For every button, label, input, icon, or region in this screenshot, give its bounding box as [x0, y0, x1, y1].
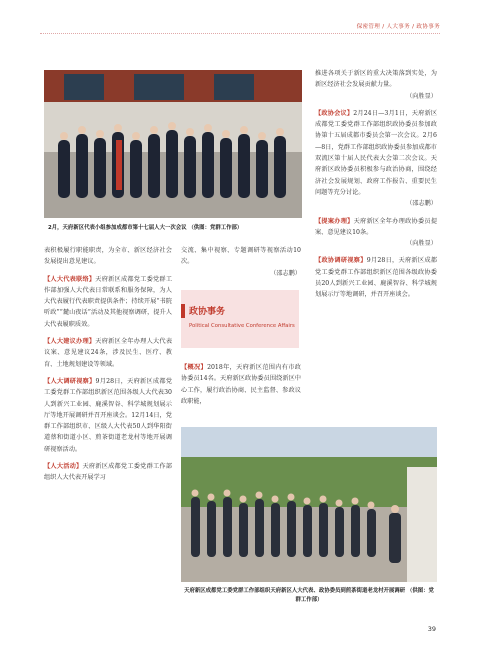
- bottom-photo: [181, 427, 437, 582]
- running-header: 保密管理 / 人大事务 / 政协事务: [356, 24, 440, 30]
- column-middle-bottom: [181, 362, 301, 413]
- column-left: [44, 245, 172, 490]
- group-photo-image: [44, 70, 302, 218]
- section-heading-box: [181, 290, 299, 348]
- col3-paragraph-1: 【政协会议】2月24日—3月1日，天府新区成都党工委党群工作部组织政协委员参加政协第十五届成都市委员会第一次会议。2月6—8日，党群工作部组织政协委员参加成都市双流区第十届人民代表大会第二次会议。天府新区政协委员积极参与政治协商，围绕经济社会发展规划、政府工作报告、重要民生问题等充分讨论。 （邵志鹏）: [315, 109, 438, 208]
- col3-paragraph-2: 【提案办理】天府新区全年办理政协委员提案、意见建议10条。 （向胜显）: [315, 217, 438, 248]
- col2-paragraph-1: 【概况】2018年，天府新区范围内有市政协委员14名。天府新区政协委员围绕新区中心工作，履行政治协商、民主监督、参政议政职能，: [181, 364, 301, 405]
- col1-paragraph-4: 【人大活动】天府新区成都党工委党群工作部组织人大代表开展学习: [44, 463, 173, 482]
- top-photo: [44, 70, 302, 218]
- col3-paragraph-3: 【政协调研视察】9月28日，天府新区成都党工委党群工作部组织新区范围各级政协委员20人到新兴工业园、鹿溪智谷、科学城规划展示厅等地调研，并召开座谈会。: [315, 257, 438, 299]
- col1-paragraph-2: 【人大建议办理】天府新区全年办理人大代表议案、意见建议24条，涉及民生、医疗、教育、土地规划建设等领域。: [44, 338, 173, 368]
- section-english-title: Political Consultative Conference Affairs: [189, 323, 295, 329]
- column-right: [315, 68, 437, 307]
- section-accent-bar: [181, 304, 185, 318]
- col1-paragraph-0: 表积极履行职能职责，为全市、新区经济社会发展提出意见建议。: [44, 247, 172, 266]
- top-photo-caption: 2月，天府新区代表小组参加成都市第十七届人大一次会议 （供图：党群工作部）: [48, 225, 243, 231]
- bottom-photo-caption: 天府新区成都党工委党群工作部组织天府新区人大代表、政协委员到煎茶街道老龙村开展调研 （供图：党群工作部）: [184, 588, 434, 603]
- field-visit-photo-image: [181, 427, 437, 582]
- col1-paragraph-1: 【人大代表联络】天府新区成都党工委党群工作部加强人大代表日常联系和服务保障，为人大代表履行代表职责提供条件；持续开展“书院听政”“麓山夜话”活动及其他视察调研，提升人大代表履职质效。: [44, 275, 173, 328]
- col2-paragraph-0: 交流、集中视察、专题调研等视察活动10次。 （邵志鹏）: [181, 247, 301, 277]
- page-number: 39: [427, 625, 436, 633]
- section-title: 政协事务: [189, 307, 226, 317]
- col1-paragraph-3: 【人大调研视察】9月28日，天府新区成都党工委党群工作部组织新区范围各级人大代表30人到新兴工业园、鹿溪智谷、科学城规划展示厅等地开展调研并召开座谈会。12月14日，党群工作部组织市、区级人大代表50人到华阳街道蔡和街道小区、煎茶街道老龙村等地开展调研视察活动。: [44, 377, 173, 453]
- header-divider: [40, 33, 440, 34]
- column-middle-top: [181, 245, 301, 285]
- col3-paragraph-0: 推进各项关于新区的重大决策落到实处，为新区经济社会发展贡献力量。 （向胜显）: [315, 70, 437, 100]
